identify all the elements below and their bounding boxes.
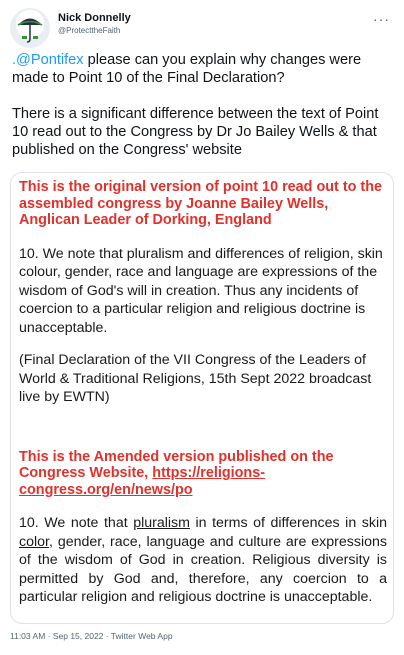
amended-version-heading	[19, 449, 387, 499]
original-point-10-text: 10. We note that pluralism and differences of religion, skin colour, gender, race and language are expressions of the wisdom of God's will in creation. Thus any incidents of coercion to a particular religion and religious doctrine is unacceptable.	[19, 245, 383, 336]
more-options-icon[interactable]: ···	[373, 11, 390, 27]
amended-text-part-2: in terms of differences in skin	[189, 515, 387, 531]
amended-point-10-text	[19, 514, 387, 607]
congress-website-link[interactable]: https://religions-congress.org/en/news/po	[19, 465, 266, 498]
avatar[interactable]	[10, 8, 50, 48]
tweet-text	[12, 51, 392, 159]
mention-link[interactable]: .@Pontifex	[12, 52, 84, 68]
tweet-line1-text: please can you explain why changes were made to Point 10 of the Final Declaration?	[12, 52, 362, 86]
author-display-name[interactable]: Nick Donnelly	[58, 12, 131, 24]
amended-text-part-1: 10. We note that	[19, 515, 134, 531]
amended-text-part-3: , gender, race, language and culture are expressions of the wisdom of God in creation. Religious diversity is permitted by God and, therefore, any coercion to a particular religion and religious doctrine is unacceptable.	[19, 533, 387, 605]
umbrella-logo-icon	[10, 8, 50, 48]
embedded-image-content	[19, 179, 387, 607]
tweet-paragraph-2: There is a significant difference between the text of Point 10 read out to the Congress by Dr Jo Bailey Wells & that published on the Congress' website	[12, 106, 379, 158]
source-note: (Final Declaration of the VII Congress of the Leaders of World & Traditional Religions, 15th Sept 2022 broadcast live by EWTN)	[19, 352, 372, 405]
embedded-image[interactable]	[10, 172, 394, 624]
author-handle[interactable]: @ProtecttheFaith	[58, 26, 121, 35]
original-version-heading: This is the original version of point 10 read out to the assembled congress by Joanne Bailey Wells, Anglican Leader of Dorking, England	[19, 179, 382, 228]
amended-word-pluralism: pluralism	[133, 515, 190, 531]
amended-heading-text: This is the Amended version published on the Congress Website,	[19, 448, 334, 481]
tweet-timestamp[interactable]: 11:03 AM · Sep 15, 2022 · Twitter Web App	[10, 631, 173, 641]
tweet-paragraph-1	[12, 51, 392, 87]
author-name-block[interactable]	[58, 12, 131, 37]
amended-word-color: color	[19, 533, 49, 550]
tweet-header	[10, 6, 394, 50]
